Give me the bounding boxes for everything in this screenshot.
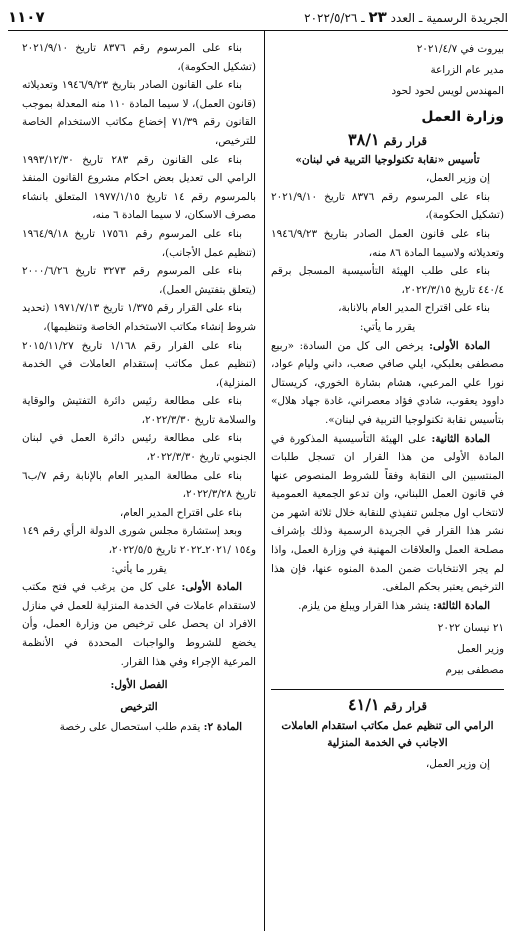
decision-38-title: تأسيس «نقابة تكنولوجيا التربية في لبنان» xyxy=(295,154,480,167)
right-column xyxy=(264,31,508,931)
signature-role: وزير العمل xyxy=(457,643,504,656)
article-label: المادة الأولى: xyxy=(429,339,490,352)
decision-38-recital: بناء على المرسوم رقم ٨٣٧٦ تاريخ ٢٠٢١/٩/١٠ (تشكيل الحكومة)، xyxy=(271,190,504,222)
ministry-heading: وزارة العمل xyxy=(421,109,504,125)
decision-38-recital: بناء على طلب الهيئة التأسيسية المسجل برقم ٤٤٠/٤ تاريخ ٢٠٢٢/٣/١٥، xyxy=(271,265,504,296)
decision-41-number-label: قرار رقم xyxy=(383,699,427,714)
article-2 xyxy=(22,718,256,737)
decision-38-number xyxy=(271,131,504,151)
columns xyxy=(8,31,508,931)
prev-signature-name: المهندس لويس لحود لحود xyxy=(391,85,504,97)
recital: وبعد إستشارة مجلس شورى الدولة الرأي رقم ١٤٩ و١٥٤ /٢٠٢١ـ٢٠٢٢ تاريخ ٢٠٢٢/٥/٥، xyxy=(22,525,256,557)
decision-41-number-value: ٤١/١ xyxy=(348,695,380,715)
prev-signature-role: مدير عام الزراعة xyxy=(430,64,504,76)
decision-38-number-value: ٣٨/١ xyxy=(348,129,380,149)
recital: بناء على مطالعة رئيس دائرة التفتيش والوقاية والسلامة تاريخ ٢٠٢٢/٣/٣٠، xyxy=(22,395,256,426)
decision-38-article-3 xyxy=(271,597,504,616)
left-column xyxy=(20,31,264,931)
decision-41-preamble: إن وزير العمل، xyxy=(425,758,490,771)
prev-signature xyxy=(271,39,504,102)
decision-38-article-2 xyxy=(271,430,504,597)
article-text: ينشر هذا القرار ويبلغ من يلزم. xyxy=(298,599,430,612)
decision-41-number xyxy=(271,696,504,716)
signature-name: مصطفى بيرم xyxy=(445,664,504,677)
decision-38-decides: يقرر ما يأتي: xyxy=(359,320,416,333)
recital: بناء على اقتراح المدير العام، xyxy=(119,506,242,519)
recital: بناء على القانون الصادر بتاريخ ١٩٤٦/٩/٢٣ وتعديلاته (قانون العمل)، لا سيما المادة ١١٠ منه المعدلة بموجب القانون رقم ٧١/٣٩ إخضاع مكاتب الاستخدام الخاصة للترخيص، xyxy=(22,79,257,147)
article-text: يرخص الى كل من السادة: «ربيع مصطفى بعلبكي، ايلي صافي صعب، داني وليام عواد، نورا علي المرعبي، هشام بشارة الخوري، كريستال داوود يعقوب، شادي فؤاد معصراني، غادة جهاد هلال» بتأسيس نقابة تكنولوجيا التربية في لبنان». xyxy=(271,339,504,426)
chapter-title: الترخيص xyxy=(120,701,158,714)
issue-date: ـ ٢٠٢٢/٥/٢٦ xyxy=(304,11,365,25)
article-text: يقدم طلب استحصال على رخصة xyxy=(59,721,201,734)
chapter-heading: الفصل الأول: xyxy=(110,679,168,692)
decision-38-article-1 xyxy=(271,337,504,430)
gazette-name: الجريدة الرسمية ـ العدد xyxy=(390,11,508,25)
article-text: على كل من يرغب في فتح مكتب لاستقدام عاملات في الخدمة المنزلية للعمل في منازل الافراد ان يحصل على ترخيص من وزارة العمل، وأن يخضع للشروط والواجبات المحددة في الأنظمة المرعية الإجراء وفي هذا القرار. xyxy=(22,581,256,668)
recital: بناء على المرسوم رقم ٨٣٧٦ تاريخ ٢٠٢١/٩/١٠ (تشكيل الحكومة)، xyxy=(22,42,256,73)
separator xyxy=(271,689,504,690)
prev-signature-place-date: بيروت في ٢٠٢١/٤/٧ xyxy=(416,43,504,55)
article-text: على الهيئة التأسيسية المذكورة في المادة الأولى من هذا القرار ان تسجل طلبات المنتسبين الى النقابة وفقاً للشروط المنصوص عنها في قانون العمل اللبناني، وان تدعو الجمعية العمومية لانتخاب اول مجلس تنفيذي للنقابة خلال ثلاثة اشهر من نشر هذا القرار في الجريدة الرسمية وذلك بإشراف مصلحة العمل والعلاقات المهنية في وزارة العمل، واذا لم يجر الانتخابات ضمن المدة المنوه عنها، فإن هذا الترخيص يعتبر بحكم الملغى. xyxy=(271,432,504,594)
decision-38-recital: بناء على قانون العمل الصادر بتاريخ ١٩٤٦/٩/٢٣ وتعديلاته ولاسيما المادة ٨٦ منه، xyxy=(271,227,504,259)
recital: بناء على مطالعة رئيس دائرة العمل في لبنان الجنوبي تاريخ ٢٠٢٢/٣/٣٠، xyxy=(22,432,256,464)
decision-38-recital: بناء على اقتراح المدير العام بالانابة، xyxy=(338,302,490,315)
recital: بناء على القانون رقم ٢٨٣ تاريخ ١٩٩٣/١٢/٣٠ الرامي الى تعديل بعض احكام مشروع القانون المنفذ بالمرسوم رقم ١٤ تاريخ ١٩٧٧/١/١٥ المتعلق بانشاء مصرف الاسكان، لا سيما المادة ٦ منه، xyxy=(22,153,256,222)
decision-41-title: الرامي الى تنظيم عمل مكاتب استقدام العاملات الاجانب في الخدمة المنزلية xyxy=(281,720,494,750)
recital: بناء على المرسوم رقم ١٧٥٦١ تاريخ ١٩٦٤/٩/١٨ (تنظيم عمل الأجانب)، xyxy=(22,227,256,259)
decision-38-signature xyxy=(271,618,504,681)
recital: بناء على القرار رقم ١/٣٧٥ تاريخ ١٩٧١/٧/١٣ (تحديد شروط إنشاء مكاتب الاستخدام الخاصة وتنظيمها)، xyxy=(22,302,256,333)
decides-heading: يقرر ما يأتي: xyxy=(111,562,167,575)
article-label: المادة الأولى: xyxy=(181,581,242,594)
article-label: المادة الثالثة: xyxy=(433,599,490,612)
decision-38-number-label: قرار رقم xyxy=(383,133,427,148)
recital: بناء على القرار رقم ١/١٦٨ تاريخ ٢٠١٥/١١/٢٧ (تنظيم عمل مكاتب إستقدام العاملات في الخدمة المنزلية)، xyxy=(22,339,256,389)
page-header xyxy=(8,4,508,31)
signature-date: ٢١ نيسان ٢٠٢٢ xyxy=(437,622,504,635)
issue-number: ٢٣ xyxy=(368,8,387,26)
decision-38-preamble: إن وزير العمل، xyxy=(425,172,490,185)
recital: بناء على المرسوم رقم ٣٢٧٣ تاريخ ٢٠٠٠/٦/٢٦ (يتعلق بتفتيش العمل)، xyxy=(22,265,256,296)
page-number: ١١٠٧ xyxy=(8,8,45,26)
recital: بناء على مطالعة المدير العام بالإنابة رقم ٧/ب٦ تاريخ ٢٠٢٢/٣/٢٨، xyxy=(22,469,256,501)
article-label: المادة ٢: xyxy=(203,721,242,734)
article-1 xyxy=(22,578,256,671)
article-label: المادة الثانية: xyxy=(431,432,490,445)
gazette-title xyxy=(304,8,508,26)
